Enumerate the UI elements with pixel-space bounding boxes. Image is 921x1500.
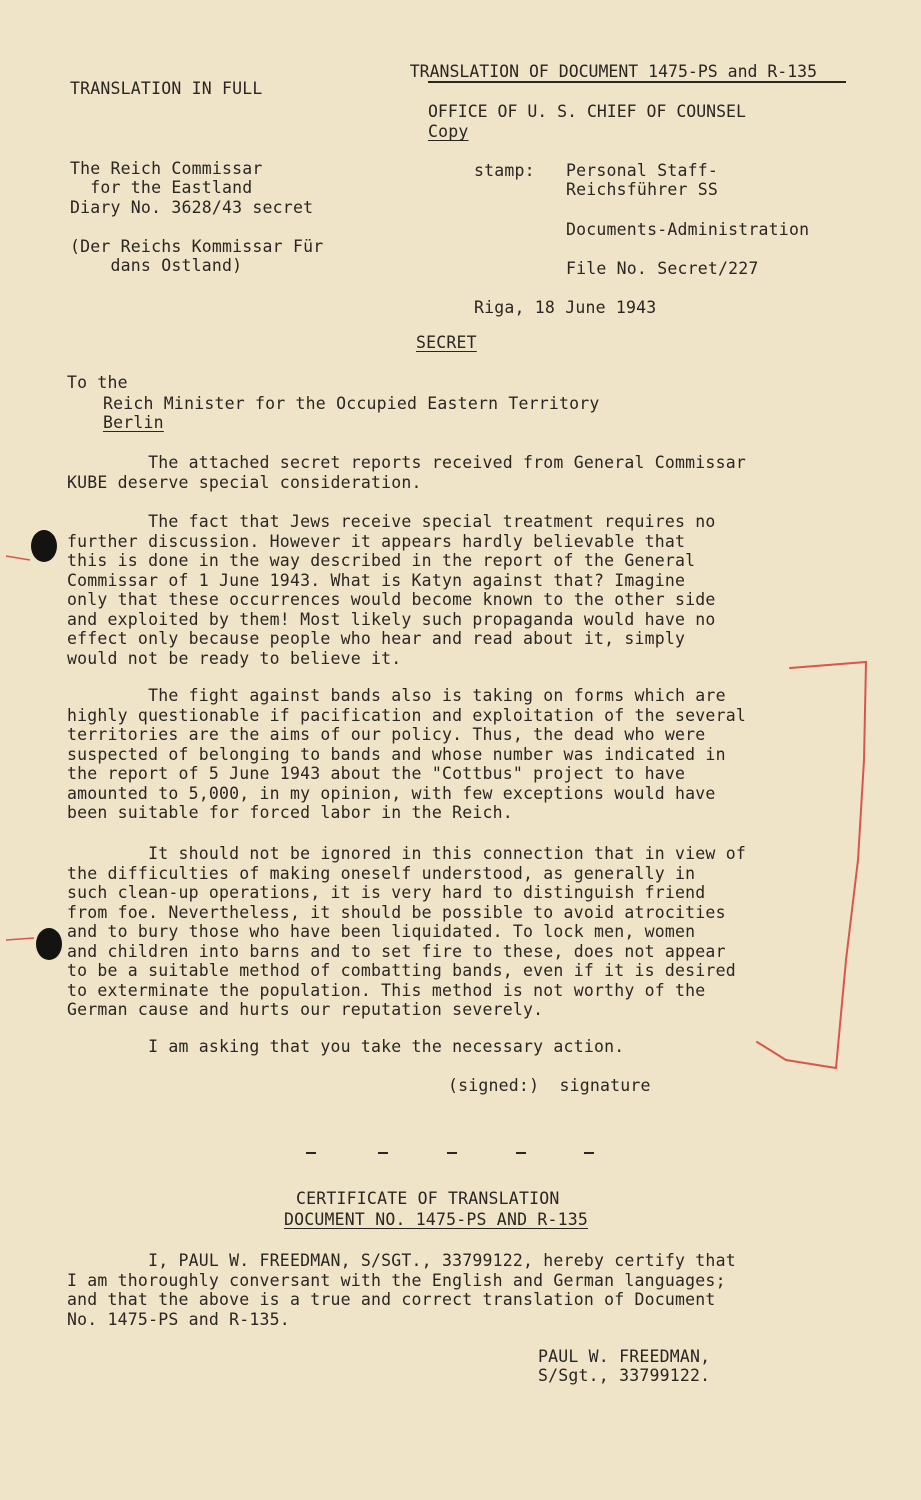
paragraph-4: It should not be ignored in this connection that in view of the difficulties of making oneself understood, as generally in such clean-up operations, it is very hard to distinguish friend from foe. Nevertheless, it should be possible to avoid atrocities and to bury those who have been liquidated. To lock men, women and children into barns and to set fire to these, does not appear to be a suitable method of combatting bands, even if it is desired to exterminate the population. This method is not worthy of the German cause and hurts our reputation severely. [67,844,746,1019]
stamp-line-3: Documents-Administration [566,220,810,239]
certifier-name: PAUL W. FREEDMAN, [538,1347,711,1366]
file-number: File No. Secret/227 [566,259,759,278]
certificate-subtitle: DOCUMENT NO. 1475-PS AND R-135 [284,1210,589,1229]
certificate-text: I, PAUL W. FREEDMAN, S/SGT., 33799122, hereby certify that I am thoroughly conversant with the English and German languages; and that the above is a true and correct translation of Document No. 1475-PS and R-135. [67,1251,736,1329]
certifier-rank: S/Sgt., 33799122. [538,1366,711,1385]
translation-in-full: TRANSLATION IN FULL [70,79,263,98]
paragraph-2: The fact that Jews receive special treatment requires no further discussion. However it appears hardly believable that this is done in the way described in the report of the General Commissar of 1 June 1943. What is Katyn against that? Imagine only that these occurrences would become known to the other side and exploited by them! Most likely such propaganda would have no effect only because people who hear and read about it, simply would not be ready to believe it. [67,512,716,668]
addressee-line-2: Reich Minister for the Occupied Eastern Territory [103,394,600,413]
stamp-label: stamp: [474,161,535,180]
sender-german-2: dans Ostland) [70,256,243,275]
copy-label: Copy [428,122,469,141]
stamp-line-2: Reichsführer SS [566,180,719,199]
paragraph-3: The fight against bands also is taking on forms which are highly questionable if pacification and exploitation of the several territories are the aims of our policy. Thus, the dead who were suspected of belonging to bands and whose number was indicated in the report of 5 June 1943 about the "Cottbus" project to have amounted to 5,000, in my opinion, with few exceptions would have been suitable for forced labor in the Reich. [67,686,746,822]
secret-label: SECRET [416,333,477,352]
paragraph-5: I am asking that you take the necessary action. [67,1037,625,1056]
sender-line-1: The Reich Commissar [70,159,263,178]
signed-line: (signed:) signature [448,1076,651,1095]
paragraph-1: The attached secret reports received from General Commissar KUBE deserve special consideration. [67,453,746,492]
addressee-line-1: To the [67,373,128,392]
stamp-line-1: Personal Staff- [566,161,719,180]
header-line-1: TRANSLATION OF DOCUMENT 1475-PS and R-135 [409,62,818,81]
date-line: Riga, 18 June 1943 [474,298,657,317]
header-line-2: OFFICE OF U. S. CHIEF OF COUNSEL [428,102,746,121]
sender-german-1: (Der Reichs Kommissar Für [70,237,324,256]
sender-line-2: for the Eastland [70,178,253,197]
addressee-line-3: Berlin [103,413,164,432]
certificate-title: CERTIFICATE OF TRANSLATION [296,1189,560,1208]
diary-number: Diary No. 3628/43 secret [70,198,314,217]
